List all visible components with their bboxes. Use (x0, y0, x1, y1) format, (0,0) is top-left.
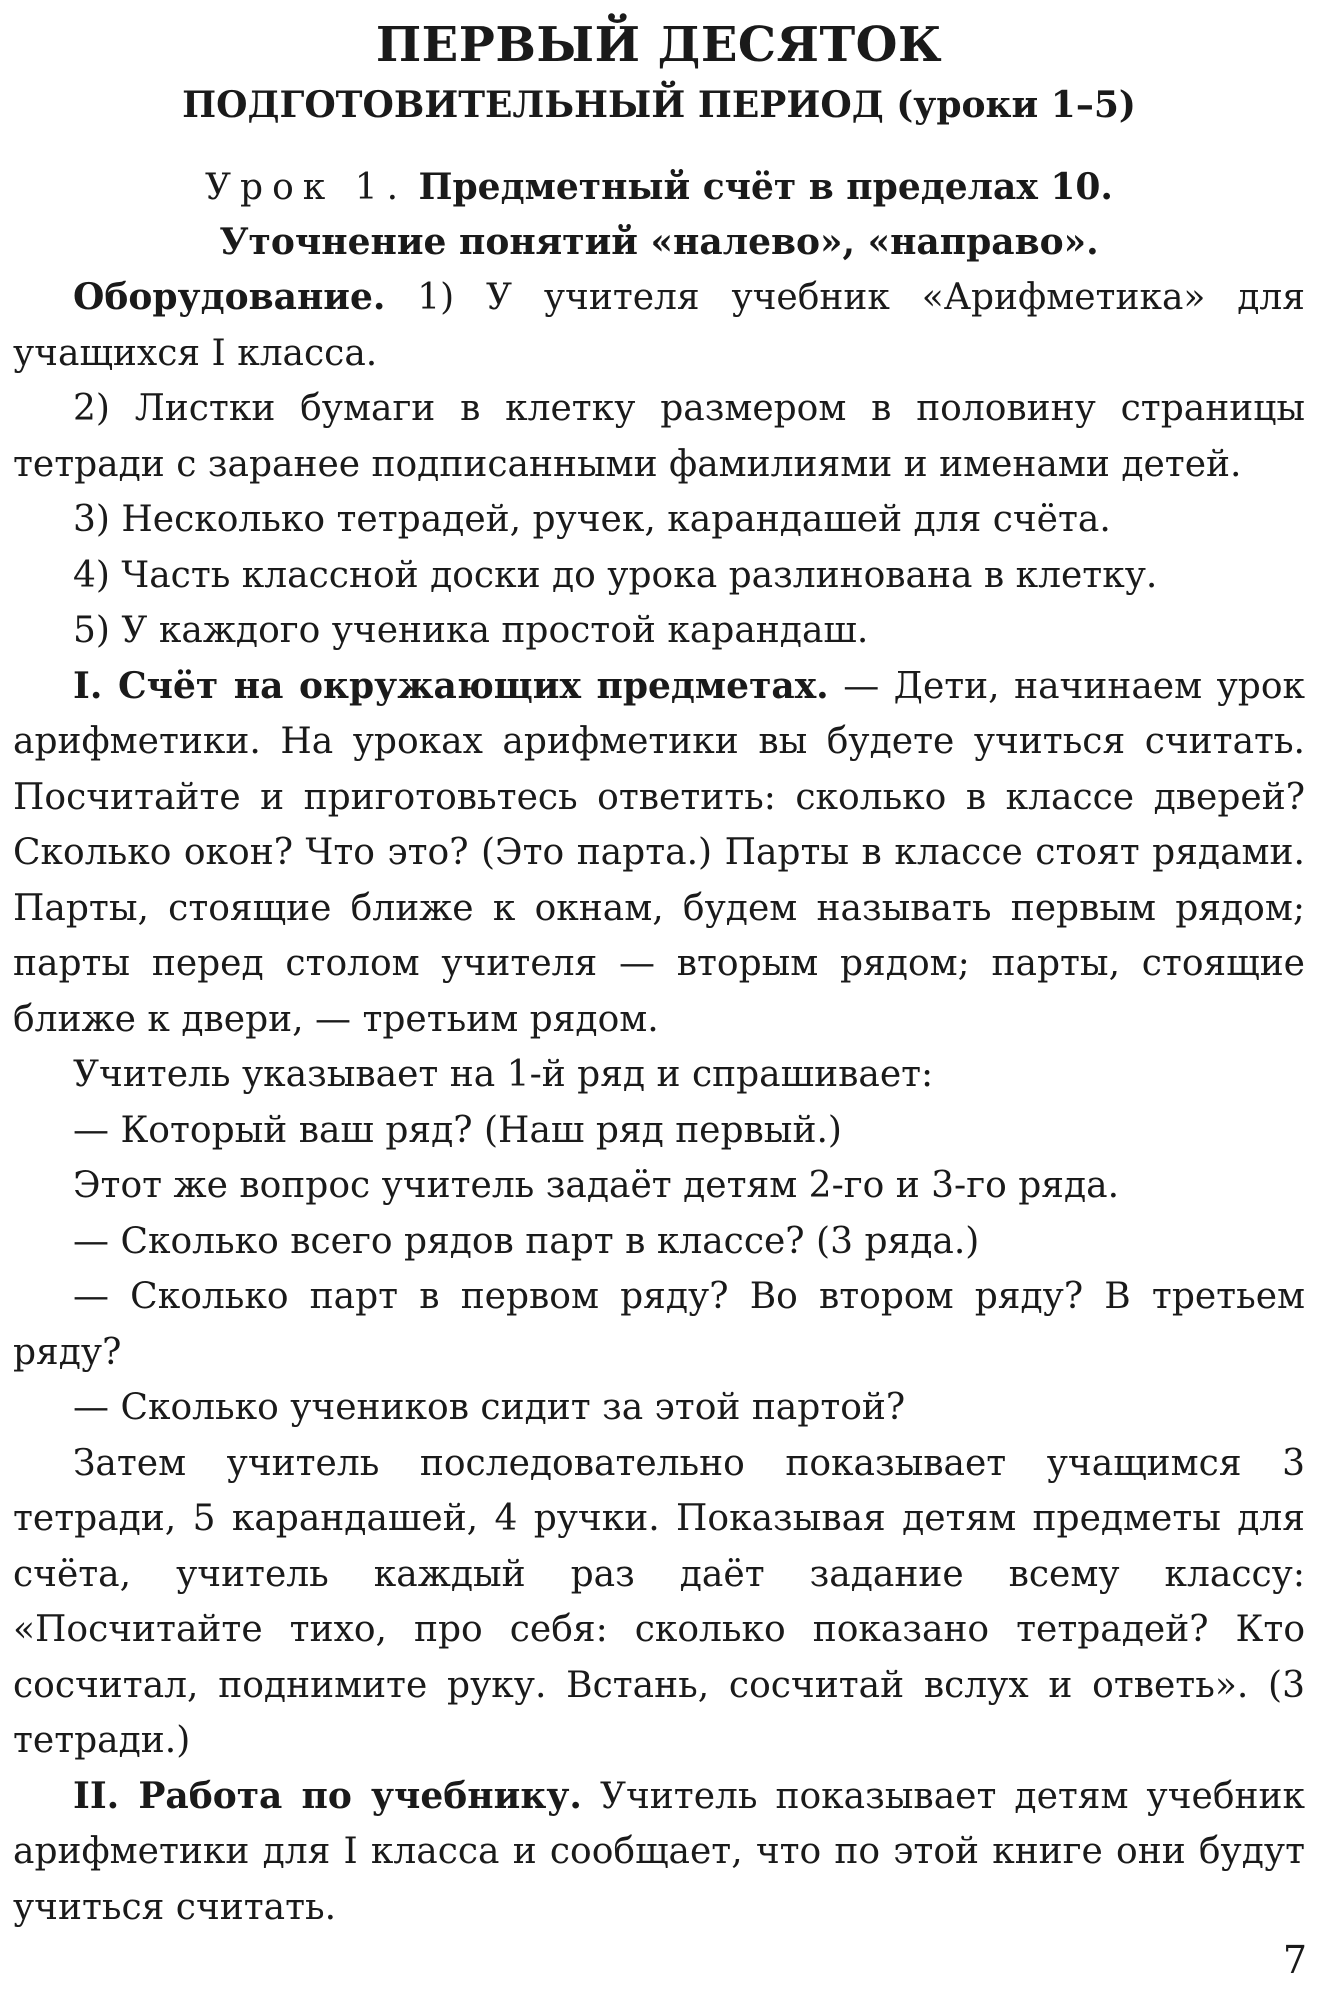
paragraph-text: Затем учитель последовательно показывает учащимся 3 тетради, 5 карандашей, 4 ручки. Показывая детям предметы для счёта, учитель каждый раз даёт задание всему классу: «Посчитайте тихо, про себя: сколько показано тетрадей? Кто сосчитал, поднимите руку. Встань, сосчитай вслух и ответь». (3 тетради.) (13, 1442, 1305, 1761)
lesson-heading (13, 160, 1305, 270)
paragraph-text: 1) У учителя учебник «Арифметика» для учащихся I класса. (13, 277, 1305, 374)
paragraph-equipment-5 (13, 603, 1305, 659)
paragraph-section-2 (13, 1769, 1305, 1936)
paragraph-text: 4) Часть классной доски до урока разлинована в клетку. (73, 554, 1158, 596)
paragraph-lead: II. Работа по учебнику. (73, 1774, 582, 1817)
page-title: ПЕРВЫЙ ДЕСЯТОК (375, 17, 943, 73)
paragraph-equipment-4 (13, 548, 1305, 604)
lesson-body (13, 270, 1305, 1935)
paragraph-text: — Дети, начинаем урок арифметики. На уроках арифметики вы будете учиться считать. Посчитайте и приготовьтесь ответить: сколько в классе дверей? Сколько окон? Что это? (Это парта.) Парты в классе стоят рядами. Парты, стоящие ближе к окнам, будем называть первым рядом; парты перед столом учителя — вторым рядом; парты, стоящие ближе к двери, — третьим рядом. (13, 665, 1305, 1040)
paragraph-text: — Сколько учеников сидит за этой партой? (73, 1387, 906, 1428)
paragraph-text: Этот же вопрос учитель задаёт детям 2-го и 3-го ряда. (73, 1165, 1120, 1206)
paragraph-lead: I. Счёт на окружающих предметах. (73, 664, 829, 707)
paragraph-12 (13, 1436, 1305, 1769)
paragraph-text: — Который ваш ряд? (Наш ряд первый.) (73, 1109, 842, 1151)
lesson-heading-line-1 (13, 160, 1305, 215)
paragraph-6 (13, 1047, 1305, 1103)
lesson-title-line-1: Предметный счёт в пределах 10. (418, 166, 1113, 208)
paragraph-9 (13, 1214, 1305, 1270)
lesson-heading-line-2 (13, 215, 1305, 270)
section-subtitle: ПОДГОТОВИТЕЛЬНЫЙ ПЕРИОД (уроки 1–5) (182, 84, 1136, 126)
paragraph-text: 5) У каждого ученика простой карандаш. (73, 610, 869, 651)
page (13, 0, 1305, 1935)
lesson-label: Урок 1. (205, 167, 408, 208)
paragraph-equipment (13, 270, 1305, 381)
paragraph-text: — Сколько парт в первом ряду? Во втором ряду? В третьем ряду? (13, 1276, 1305, 1373)
paragraph-11 (13, 1380, 1305, 1436)
paragraph-text: 3) Несколько тетрадей, ручек, карандашей для счёта. (73, 499, 1111, 540)
paragraph-7 (13, 1103, 1305, 1159)
paragraph-8 (13, 1158, 1305, 1214)
paragraph-section-1 (13, 659, 1305, 1048)
page-number: 7 (1282, 1938, 1307, 1982)
paragraph-lead: Оборудование. (73, 276, 386, 318)
lesson-title-line-2: Уточнение понятий «налево», «направо». (219, 221, 1099, 263)
paragraph-text: — Сколько всего рядов парт в классе? (3 ряда.) (73, 1220, 980, 1262)
paragraph-text: 2) Листки бумаги в клетку размером в половину страницы тетради с заранее подписанными фамилиями и именами детей. (13, 388, 1305, 485)
paragraph-text: Учитель указывает на 1-й ряд и спрашивает: (73, 1054, 934, 1095)
paragraph-equipment-3 (13, 492, 1305, 548)
paragraph-text: Учитель показывает детям учебник арифметики для I класса и сообщает, что по этой книге они будут учиться считать. (13, 1775, 1305, 1928)
paragraph-equipment-2 (13, 381, 1305, 492)
paragraph-10 (13, 1269, 1305, 1380)
